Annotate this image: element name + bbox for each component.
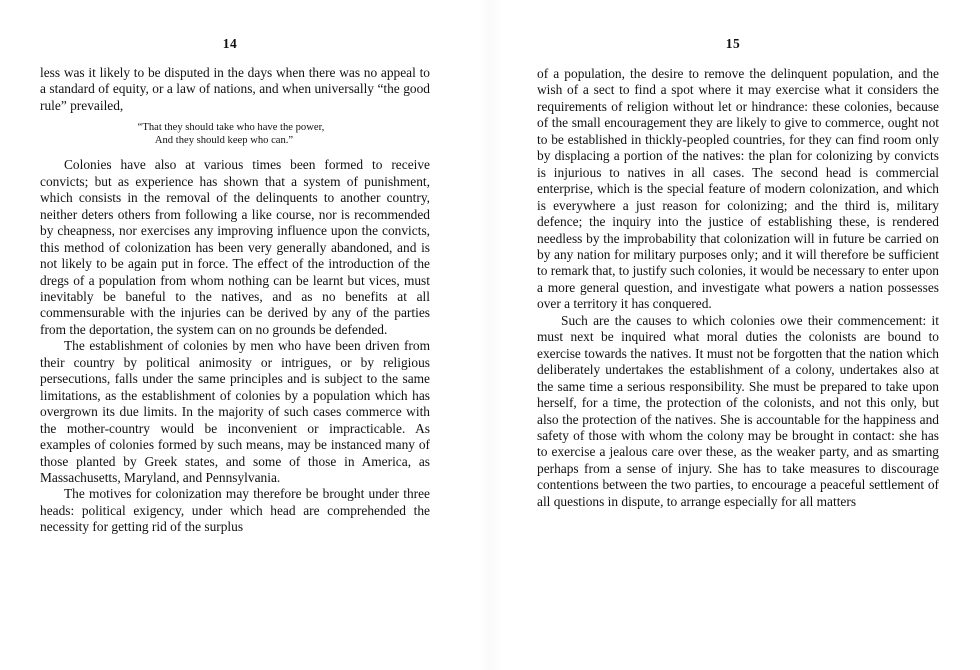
quote-line: “That they should take who have the power, xyxy=(137,122,325,134)
paragraph-continued: less was it likely to be disputed in the days when there was no appeal to a standard of equity, or a law of nations, and when universally “the good rule” prevailed, xyxy=(40,65,430,113)
quote-line: And they should keep who can.” xyxy=(154,134,294,146)
paragraph-continued: of a population, the desire to remove the delinquent population, and the wish of a sect to find a spot where it may exercise what it considers the requirements of religion without let or hindrance: these colonies, because of the small encouragement they are likely to give to commerce, ought not to be established in thickly-peopled countries, for they can find room only by displacing a portion of the natives: the plan for colonizing by convicts is injurious to natives in all cases. The second head is commercial enterprise, which is the special feature of modern colonization, and which is everywhere a just reason for colonizing; and the third is, military defence; the inquiry into the justice of establishing these, is rendered needless by the improbability that colonization will in future be carried on by any nation for military purposes only; and it will therefore be sufficient to remark that, to justify such colonies, it would be necessary to enter upon a more general question, and investigate what powers a nation possesses over a territory it has conquered. xyxy=(537,66,939,312)
verse-quote xyxy=(40,122,430,147)
left-page-body xyxy=(40,65,430,536)
paragraph: Colonies have also at various times been formed to receive convicts; but as experience has shown that a system of punishment, which consists in the removal of the delinquents to another country, neither deters others from following a like course, nor is recommended by cheapness, nor exercises any improving influence upon the convicts, this method of colonization has been very generally abandoned, and is not likely to be again put in force. The effect of the introduction of the dregs of a population from whom nothing can be learnt but vices, must inevitably be baneful to the natives, and as no benefits at all commensurable with the injuries can be derived by any of the parties from the deportation, the system can on no grounds be defended. xyxy=(40,157,430,337)
page-number-right: 15 xyxy=(725,36,741,51)
right-page xyxy=(537,0,939,670)
left-page xyxy=(40,0,430,670)
paragraph: The establishment of colonies by men who have been driven from their country by political animosity or intrigues, or by religious persecutions, falls under the same principles and is subject to the same limitations, as the establishment of colonies by a population which has overgrown its due limits. In the majority of such cases commerce with the mother-country would be inconvenient or impracticable. As examples of colonies formed by such means, may be instanced many of those planted by Greek states, and some of those in America, as Massachusetts, Maryland, and Pennsylvania. xyxy=(40,338,430,485)
paragraph: Such are the causes to which colonies owe their commencement: it must next be inquired what moral duties the colonists are bound to exercise towards the natives. It must not be forgotten that the nation which deliberately undertakes the establishment of a colony, undertakes also at the same time a serious responsibility. She must be prepared to take upon herself, for a time, the protection of the colonists, and not this only, but also the protection of the natives. She is accountable for the happiness and safety of those with whom the colony may be brought in contact: she has to exercise a jealous care over these, as the weaker party, and as smarting perhaps from a sense of injury. She has to take measures to discourage contentions between the two parties, to encourage a peaceful settlement of all questions in dispute, to arrange especially for all matters xyxy=(537,312,939,509)
book-gutter xyxy=(478,0,502,670)
paragraph: The motives for colonization may therefore be brought under three heads: political exigency, under which head are comprehended the necessity for getting rid of the surplus xyxy=(40,486,430,535)
page-number-left: 14 xyxy=(222,36,238,51)
right-page-body xyxy=(537,66,939,510)
